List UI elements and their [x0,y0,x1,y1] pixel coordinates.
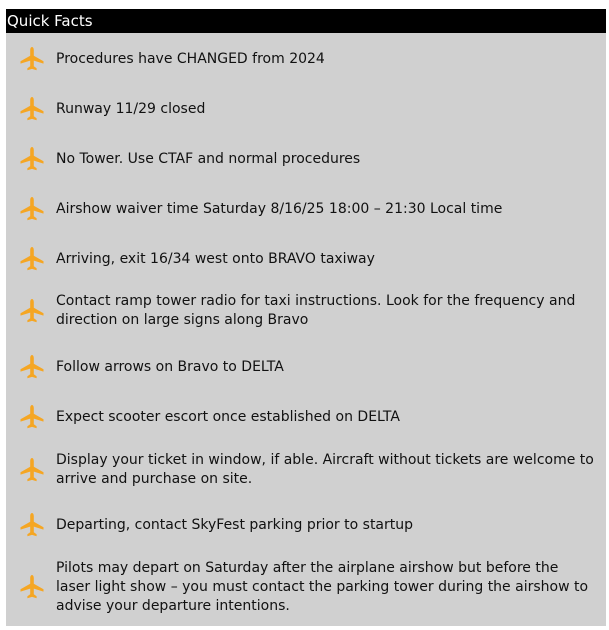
fact-item [6,195,606,223]
fact-text: Expect scooter escort once established on DELTA [56,409,400,425]
fact-item [6,353,606,381]
fact-text: Follow arrows on Bravo to DELTA [56,359,284,375]
fact-text: No Tower. Use CTAF and normal procedures [56,151,361,167]
fact-item [6,450,606,490]
fact-item [6,511,606,539]
airplane-icon [18,45,46,73]
fact-text: Airshow waiver time Saturday 8/16/25 18:00 – 21:30 Local time [56,201,503,217]
airplane-icon [18,145,46,173]
fact-text: Pilots may depart on Saturday after the airplane airshow but before the laser light show – you must contact the parking tower during the airshow to advise your departure intentions. [56,560,589,614]
airplane-icon [18,297,46,325]
airplane-icon [18,353,46,381]
fact-item [6,403,606,431]
airplane-icon [18,456,46,484]
fact-item [6,291,606,331]
panel-title: Quick Facts [6,9,606,33]
fact-item [6,145,606,173]
fact-text: Contact ramp tower radio for taxi instructions. Look for the frequency and direction on large signs along Bravo [56,293,576,328]
fact-text: Departing, contact SkyFest parking prior to startup [56,517,414,533]
fact-text: Display your ticket in window, if able. Aircraft without tickets are welcome to arrive and purchase on site. [56,452,594,487]
fact-text: Arriving, exit 16/34 west onto BRAVO taxiway [56,251,375,267]
airplane-icon [18,95,46,123]
airplane-icon [18,403,46,431]
fact-item [6,95,606,123]
quick-facts-panel [6,9,606,626]
airplane-icon [18,573,46,601]
fact-text: Runway 11/29 closed [56,101,206,117]
fact-text: Procedures have CHANGED from 2024 [56,51,325,67]
fact-item [6,45,606,73]
fact-item [6,245,606,273]
airplane-icon [18,245,46,273]
fact-item [6,557,606,617]
airplane-icon [18,195,46,223]
airplane-icon [18,511,46,539]
